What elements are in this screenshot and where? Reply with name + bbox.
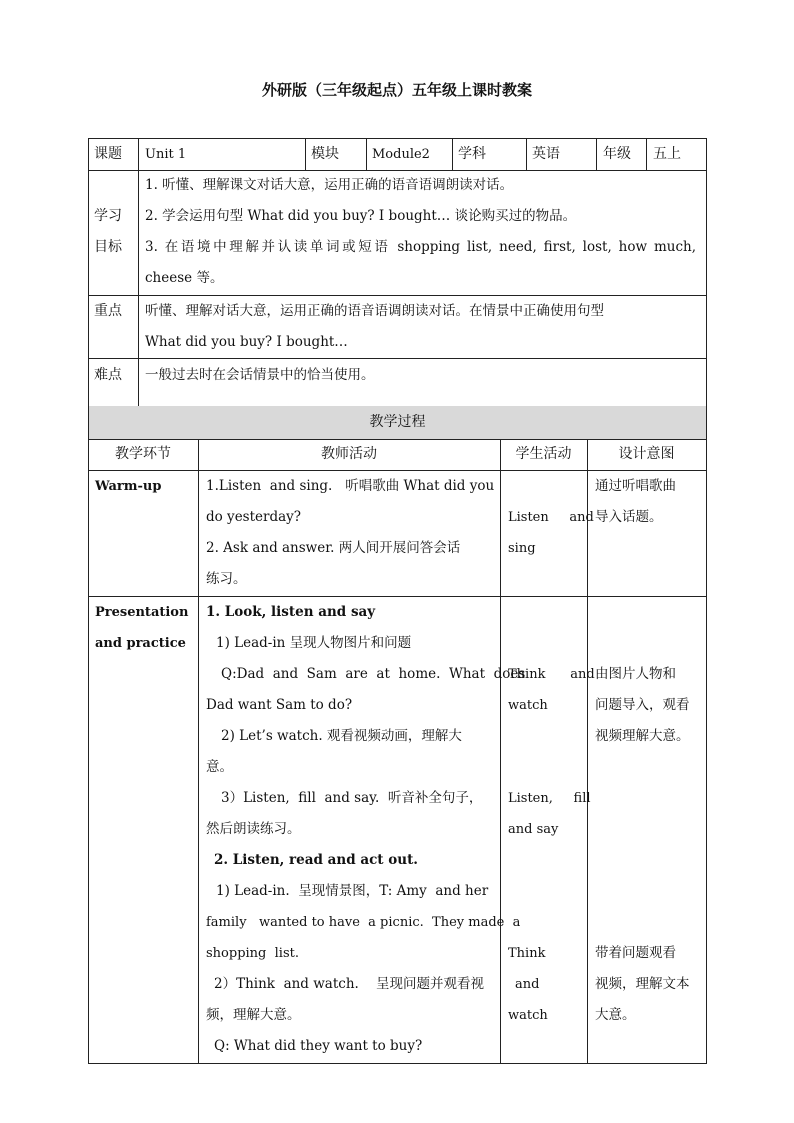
objective-line: cheese 等。	[145, 270, 224, 286]
presentation-intent-line: 问题导入，观看	[595, 697, 690, 713]
module-value: Module2	[372, 147, 430, 162]
presentation-intent-line: 大意。	[595, 1007, 636, 1023]
presentation-intent-line: 由图片人物和	[595, 666, 676, 682]
process-header: 教学过程	[369, 414, 426, 430]
key-points-line: What did you buy? I bought…	[145, 334, 348, 350]
column-header-stage: 教学环节	[115, 446, 171, 462]
lesson-value: Unit 1	[145, 147, 187, 162]
subject-value: 英语	[532, 146, 560, 162]
presentation-teacher-line: 意。	[206, 759, 233, 775]
objective-line: 3. 在语境中理解并认读单词或短语 shopping list, need, first, lost, how much,	[145, 239, 696, 255]
presentation-intent-line: 视频理解大意。	[595, 728, 690, 744]
objectives-label-1: 学习	[94, 208, 122, 224]
column-header-intent: 设计意图	[618, 446, 675, 462]
grade-value: 五上	[653, 146, 681, 162]
key-points-label: 重点	[94, 303, 122, 319]
module-label: 模块	[311, 146, 339, 162]
presentation-teacher-line: 1) Lead-in 呈现人物图片和问题	[216, 635, 412, 651]
presentation-teacher-line: family wanted to have a picnic. They made a	[206, 915, 521, 930]
presentation-student-line: and	[515, 977, 540, 992]
presentation-student-line: Think and	[508, 667, 595, 682]
presentation-teacher-line: 1. Look, listen and say	[206, 604, 376, 620]
presentation-student-line: watch	[508, 1008, 548, 1023]
warmup-teacher-line: do yesterday?	[206, 509, 302, 525]
presentation-stage-line: and practice	[95, 636, 186, 651]
presentation-teacher-line: 1) Lead-in. 呈现情景图，T: Amy and her	[216, 883, 489, 899]
subject-label: 学科	[458, 146, 486, 162]
presentation-teacher-line: 频，理解大意。	[206, 1007, 301, 1023]
difficulties-label: 难点	[94, 367, 122, 383]
presentation-student-line: Listen, fill	[508, 791, 591, 806]
presentation-teacher-line: Q: What did they want to buy?	[214, 1038, 423, 1054]
column-header-student: 学生活动	[515, 446, 572, 462]
column-header-teacher: 教师活动	[321, 446, 377, 462]
presentation-intent-line: 带着问题观看	[595, 945, 676, 961]
key-points-line: 听懂、理解对话大意，运用正确的语音语调朗读对话。在情景中正确使用句型	[145, 303, 604, 319]
warmup-teacher-line: 练习。	[206, 571, 247, 587]
presentation-student-line: watch	[508, 698, 548, 713]
warmup-teacher-line: 2. Ask and answer. 两人间开展问答会话	[206, 540, 461, 556]
presentation-teacher-line: Dad want Sam to do?	[206, 697, 353, 713]
warmup-stage: Warm-up	[95, 479, 162, 494]
presentation-student-line: and say	[508, 822, 559, 837]
warmup-student-line: sing	[508, 541, 536, 556]
presentation-teacher-line: 2. Listen, read and act out.	[214, 852, 419, 868]
document-title: 外研版（三年级起点）五年级上课时教案	[261, 81, 532, 99]
warmup-intent-line: 导入话题。	[595, 509, 663, 525]
presentation-teacher-line: 3）Listen, fill and say. 听音补全句子，	[221, 790, 483, 806]
warmup-student-line: Listen and	[508, 510, 594, 525]
presentation-teacher-line: shopping list.	[206, 946, 299, 961]
presentation-teacher-line: 2）Think and watch. 呈现问题并观看视	[214, 976, 484, 992]
objective-line: 1. 听懂、理解课文对话大意，运用正确的语音语调朗读对话。	[145, 177, 514, 193]
presentation-teacher-line: Q:Dad and Sam are at home. What does	[221, 666, 526, 682]
presentation-student-line: Think	[508, 946, 546, 961]
presentation-teacher-line: 然后朗读练习。	[206, 821, 301, 837]
warmup-teacher-line: 1.Listen and sing. 听唱歌曲 What did you	[206, 478, 495, 494]
presentation-stage-line: Presentation	[95, 605, 189, 620]
lesson-label: 课题	[94, 146, 122, 162]
presentation-intent-line: 视频，理解文本	[595, 976, 690, 992]
difficulties-text: 一般过去时在会话情景中的恰当使用。	[145, 367, 375, 383]
grade-label: 年级	[603, 146, 631, 162]
objectives-label-2: 目标	[94, 239, 122, 255]
warmup-intent-line: 通过听唱歌曲	[595, 478, 676, 494]
objective-line: 2. 学会运用句型 What did you buy? I bought… 谈论购买过的物品。	[145, 208, 577, 224]
presentation-teacher-line: 2) Let’s watch. 观看视频动画，理解大	[221, 728, 462, 744]
